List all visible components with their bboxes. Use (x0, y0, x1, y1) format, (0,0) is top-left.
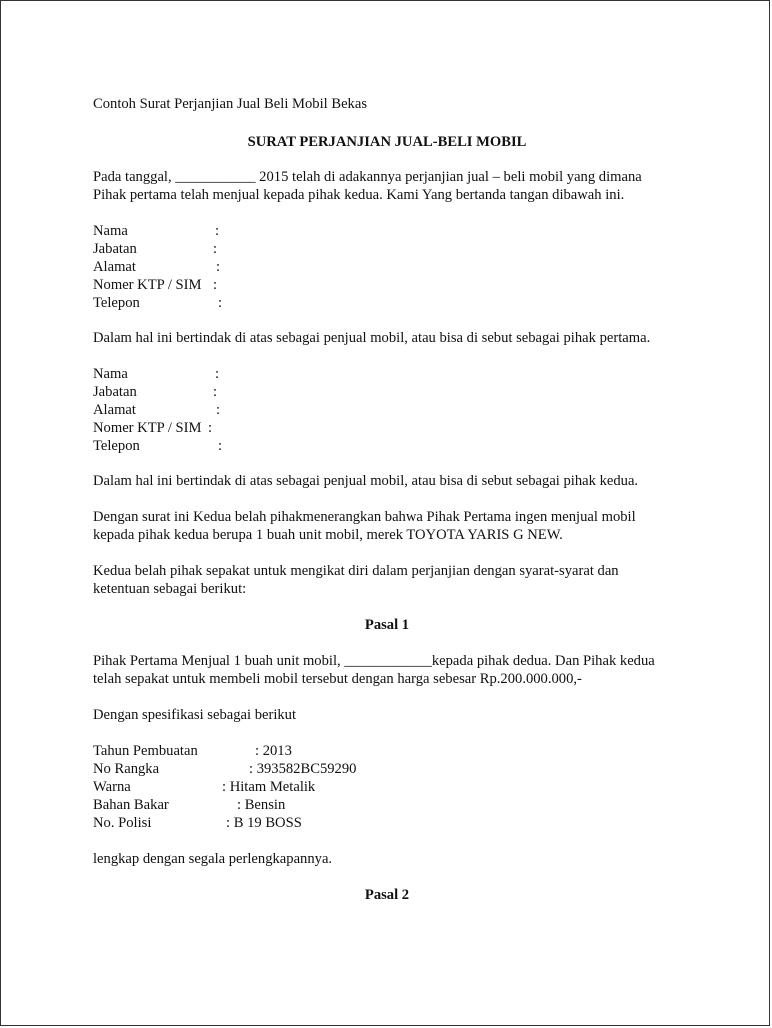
declaration-line-1: Dengan surat ini Kedua belah pihakmenerangkan bahwa Pihak Pertama ingen menjual mobil (93, 509, 636, 525)
party2-field-alamat: Alamat (93, 402, 136, 418)
party1-colon: : (213, 277, 218, 293)
party2-field-telepon: Telepon (93, 438, 140, 454)
pasal1-text-1: Pihak Pertama Menjual 1 buah unit mobil, ____________kepada pihak dedua. Dan Pihak kedua (93, 653, 655, 669)
spec-label-tahun: Tahun Pembuatan (93, 743, 198, 759)
declaration-line-2: kepada pihak kedua berupa 1 buah unit mobil, merek TOYOTA YARIS G NEW. (93, 527, 563, 543)
spec-label-rangka: No Rangka (93, 761, 160, 777)
party2-colon: : (213, 384, 218, 400)
party2-field-ktp: Nomer KTP / SIM (93, 420, 202, 436)
party2-colon: : (216, 402, 221, 418)
spec-value-warna: : Hitam Metalik (222, 779, 316, 795)
pasal1-title: Pasal 1 (364, 617, 410, 633)
agreement-line-2: ketentuan sebagai berikut: (93, 581, 247, 597)
document-heading: Contoh Surat Perjanjian Jual Beli Mobil Bekas (93, 96, 368, 112)
document-title: SURAT PERJANJIAN JUAL-BELI MOBIL (247, 134, 527, 150)
party1-field-alamat: Alamat (93, 259, 136, 275)
spec-closing: lengkap dengan segala perlengkapannya. (93, 851, 333, 867)
party1-field-ktp: Nomer KTP / SIM (93, 277, 202, 293)
pasal2-title: Pasal 2 (364, 887, 410, 903)
party2-colon: : (215, 366, 220, 382)
party2-field-nama: Nama (93, 366, 128, 382)
party1-field-jabatan: Jabatan (93, 241, 137, 257)
spec-value-bahan: : Bensin (237, 797, 286, 813)
party2-colon: : (218, 438, 223, 454)
party1-statement: Dalam hal ini bertindak di atas sebagai penjual mobil, atau bisa di sebut sebagai pihak pertama. (93, 330, 651, 346)
party2-field-jabatan: Jabatan (93, 384, 137, 400)
party1-colon: : (215, 223, 220, 239)
party1-field-telepon: Telepon (93, 295, 140, 311)
pasal1-text-2: telah sepakat untuk membeli mobil tersebut dengan harga sebesar Rp.200.000.000,- (93, 671, 582, 687)
party1-colon: : (213, 241, 218, 257)
party1-colon: : (216, 259, 221, 275)
spec-label-polisi: No. Polisi (93, 815, 152, 831)
spec-label-bahan: Bahan Bakar (93, 797, 169, 813)
intro-line-1: Pada tanggal, ___________ 2015 telah di adakannya perjanjian jual – beli mobil yang dimana (93, 169, 642, 185)
party2-statement: Dalam hal ini bertindak di atas sebagai penjual mobil, atau bisa di sebut sebagai pihak kedua. (93, 473, 639, 489)
agreement-line-1: Kedua belah pihak sepakat untuk mengikat diri dalam perjanjian dengan syarat-syarat dan (93, 563, 619, 579)
spec-value-polisi: : B 19 BOSS (226, 815, 302, 831)
spec-label-warna: Warna (93, 779, 131, 795)
party1-colon: : (218, 295, 223, 311)
spec-intro: Dengan spesifikasi sebagai berikut (93, 707, 297, 723)
spec-value-rangka: : 393582BC59290 (249, 761, 357, 777)
party2-colon: : (208, 420, 213, 436)
party1-field-nama: Nama (93, 223, 128, 239)
intro-line-2: Pihak pertama telah menjual kepada pihak kedua. Kami Yang bertanda tangan dibawah ini. (93, 187, 625, 203)
spec-value-tahun: : 2013 (255, 743, 292, 759)
